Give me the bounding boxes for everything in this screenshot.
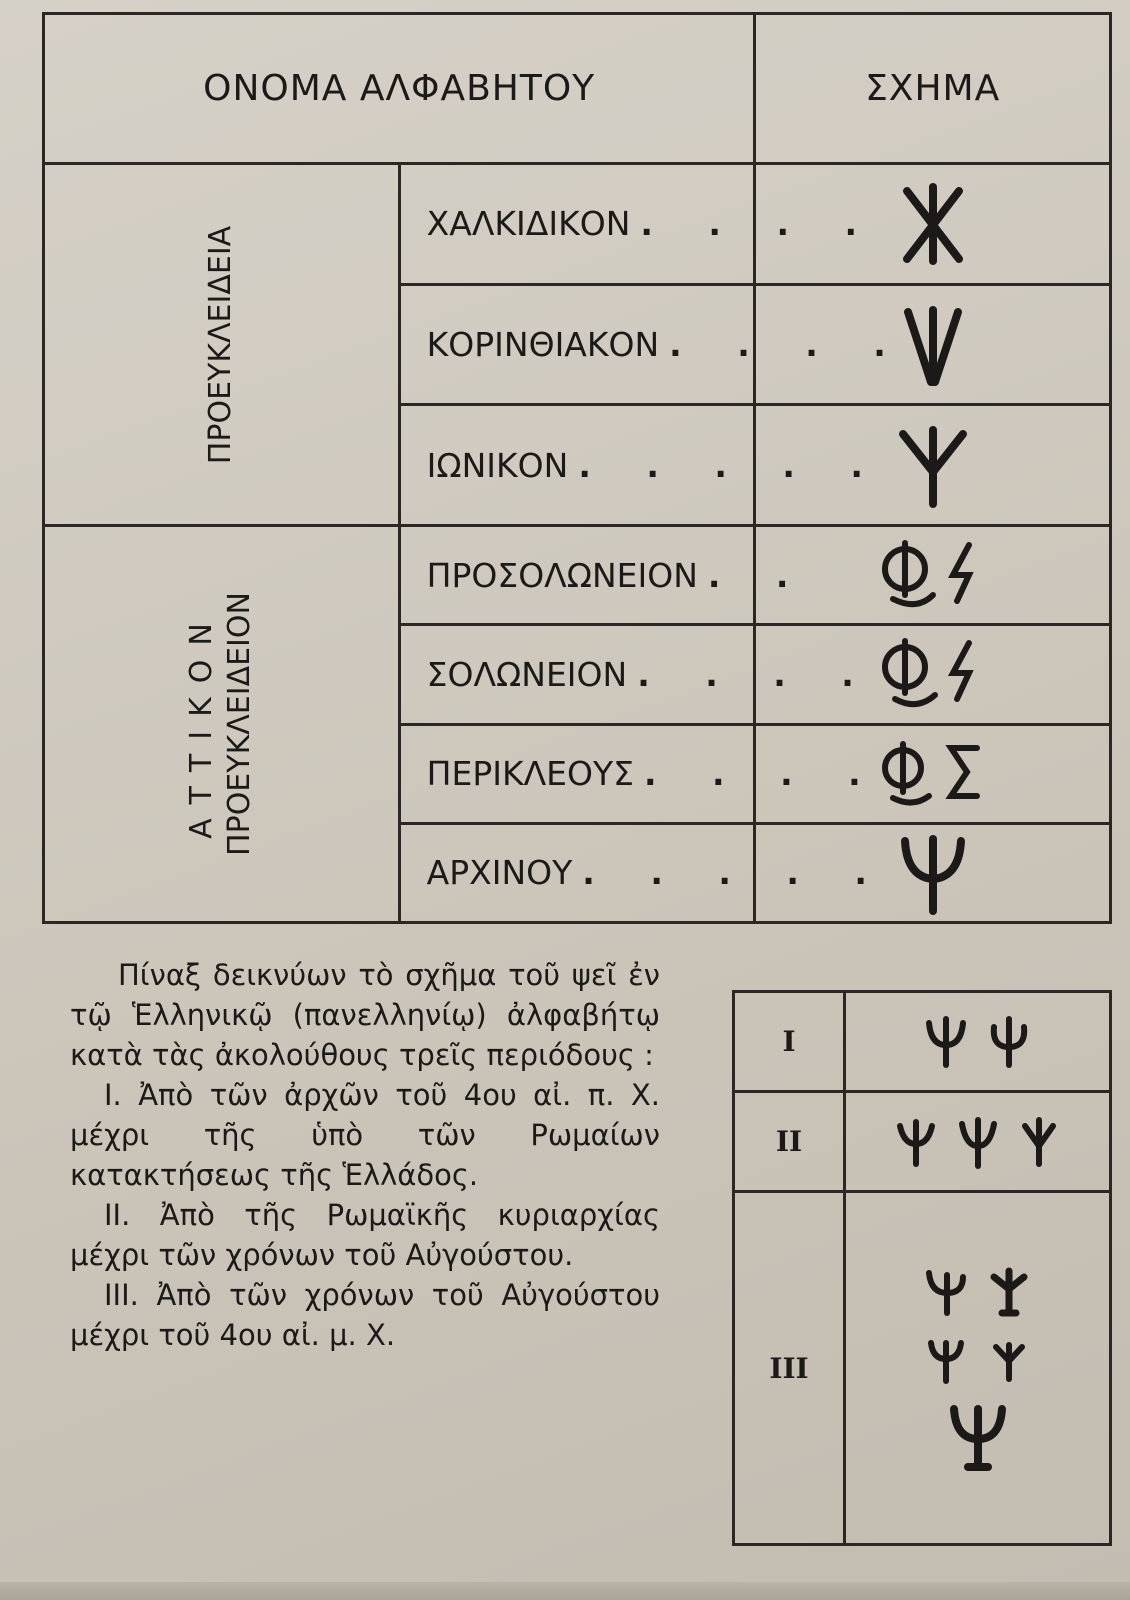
leader-dots: . . . . bbox=[640, 204, 880, 244]
phi-sigma-glyph bbox=[873, 535, 993, 615]
phi-sigma-glyph bbox=[873, 635, 993, 715]
header-alphabet-name: ΟΝΟΜΑ ΑΛΦΑΒΗΤΟΥ bbox=[44, 14, 755, 164]
alphabet-name-cell bbox=[399, 823, 889, 922]
psi-variant-glyph bbox=[923, 1263, 969, 1317]
table-row bbox=[44, 526, 1111, 625]
alphabet-name: ΙΩΝΙΚΟΝ bbox=[426, 445, 569, 485]
phi-sigma-glyph bbox=[873, 734, 993, 814]
period-glyphs bbox=[845, 992, 1111, 1092]
period-numeral: I bbox=[734, 992, 845, 1092]
caption-intro: Πίναξ δεικνύων τὸ σχῆμα τοῦ ψεῖ ἐν τῷ Ἑλληνικῷ (πανελληνίῳ) ἀλφαβήτῳ κατὰ τὰς ἀκολούθους τρεῖς περιόδους : bbox=[70, 958, 660, 1072]
period-numeral: III bbox=[734, 1192, 845, 1545]
chalcidian-psi-glyph bbox=[893, 179, 973, 269]
alphabet-name-cell bbox=[399, 625, 876, 724]
alphabet-name: ΣΟΛΩΝΕΙΟΝ bbox=[426, 655, 628, 695]
leader-dots: . . bbox=[707, 555, 811, 595]
header-shape: ΣΧΗΜΑ bbox=[755, 14, 1111, 164]
leader-dots: . . . . bbox=[669, 325, 908, 365]
leader-dots: . . . . bbox=[644, 754, 883, 794]
group-label-attic: ΑΤΤΙΚΟΝ bbox=[184, 609, 220, 840]
leader-dots: . . . . . bbox=[578, 445, 885, 485]
ionic-psi-glyph bbox=[893, 420, 973, 510]
table-row bbox=[44, 163, 1111, 284]
group-attic-pre-eucleidean bbox=[44, 526, 400, 923]
alphabet-name: ΧΑΛΚΙΔΙΚΟΝ bbox=[426, 204, 631, 244]
group-pre-eucleidean bbox=[44, 163, 400, 526]
corinthian-psi-glyph bbox=[898, 300, 968, 390]
alphabet-name-cell bbox=[399, 284, 908, 405]
next-page-edge bbox=[0, 1582, 1130, 1600]
psi-variant-glyph bbox=[1017, 1114, 1061, 1170]
table-row bbox=[734, 1192, 1111, 1545]
alphabet-name: ΠΡΟΣΟΛΩΝΕΙΟΝ bbox=[426, 555, 698, 595]
leader-dots: . . . . bbox=[637, 655, 876, 695]
table-caption bbox=[70, 955, 660, 1355]
psi-variant-glyph bbox=[923, 1331, 969, 1385]
period-glyphs bbox=[845, 1192, 1111, 1545]
psi-variant-glyph bbox=[956, 1114, 1000, 1170]
leader-dots: . . . . . bbox=[582, 853, 889, 893]
group-label-pre-eucleidean: ΠΡΟΕΥΚΛΕΙΔΕΙΑ bbox=[203, 225, 239, 464]
alphabet-name-cell bbox=[399, 724, 883, 823]
table-header-row bbox=[44, 14, 1111, 164]
archinos-psi-glyph bbox=[893, 831, 973, 915]
table-row bbox=[734, 992, 1111, 1092]
table-row bbox=[734, 1092, 1111, 1192]
psi-variant-glyph bbox=[923, 1013, 969, 1071]
caption-period-3: III. Ἀπὸ τῶν χρόνων τοῦ Αὐγούστου μέχρι τοῦ 4ου αἰ. μ. Χ. bbox=[70, 1278, 660, 1352]
alphabet-name: ΚΟΡΙΝΘΙΑΚΟΝ bbox=[426, 325, 660, 365]
alphabet-name-cell bbox=[399, 526, 811, 625]
caption-period-2: II. Ἀπὸ τῆς Ρωμαϊκῆς κυριαρχίας μέχρι τῶν χρόνων τοῦ Αὐγούστου. bbox=[70, 1198, 660, 1272]
period-numeral: II bbox=[734, 1092, 845, 1192]
psi-variant-glyph bbox=[986, 1263, 1032, 1317]
psi-variant-glyph bbox=[986, 1013, 1032, 1071]
caption-period-1: I. Ἀπὸ τῶν ἀρχῶν τοῦ 4ου αἰ. π. Χ. μέχρι τῆς ὑπὸ τῶν Ρωμαίων κατακτήσεως τῆς Ἑλλάδος. bbox=[70, 1078, 660, 1192]
group-label-pre-eucleidean-attic: ΠΡΟΕΥΚΛΕΙΔΕΙΟΝ bbox=[222, 592, 258, 857]
alphabet-name: ΑΡΧΙΝΟΥ bbox=[426, 853, 573, 893]
period-psi-table bbox=[732, 990, 1112, 1546]
alphabet-name-cell bbox=[399, 405, 885, 526]
psi-variant-glyph bbox=[894, 1114, 938, 1170]
psi-variant-glyph bbox=[946, 1399, 1010, 1473]
period-glyphs bbox=[845, 1092, 1111, 1192]
psi-variant-glyph bbox=[986, 1331, 1032, 1385]
psi-alphabet-table bbox=[42, 12, 1112, 924]
alphabet-name-cell bbox=[399, 163, 880, 284]
alphabet-name: ΠΕΡΙΚΛΕΟΥΣ bbox=[426, 754, 635, 794]
